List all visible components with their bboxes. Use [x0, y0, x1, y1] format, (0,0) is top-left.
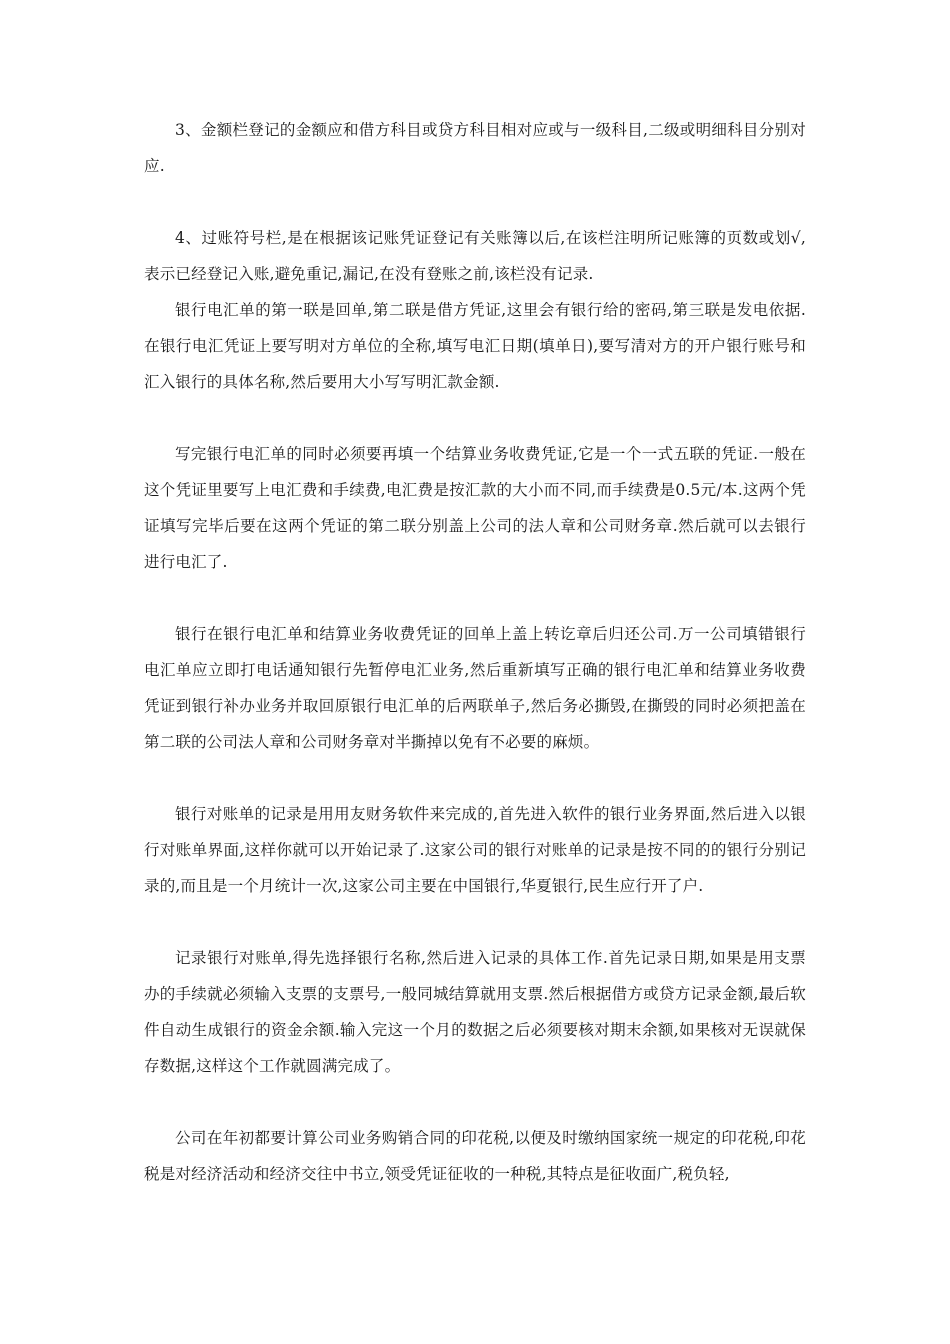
paragraph-amount-column: 3、金额栏登记的金额应和借方科目或贷方科目相对应或与一级科目,二级或明细科目分别对应. — [144, 121, 806, 175]
paragraph-statement-recording: 记录银行对账单,得先选择银行名称,然后进入记录的具体工作.首先记录日期,如果是用支票办的手续就必须输入支票的支票号,一般同城结算就用支票.然后根据借方或贷方记录金额,最后软件自动生成银行的资金余额.输入完这一个月的数据之后必须要核对期末余额,如果核对无误就保存数据,这样这个工作就圆满完成了。 — [144, 949, 806, 1075]
paragraph-fee-voucher: 写完银行电汇单的同时必须要再填一个结算业务收费凭证,它是一个一式五联的凭证.一般在这个凭证里要写上电汇费和手续费,电汇费是按汇款的大小而不同,而手续费是0.5元/本.这两个凭证填写完毕后要在这两个凭证的第二联分别盖上公司的法人章和公司财务章.然后就可以去银行进行电汇了. — [144, 445, 806, 571]
paragraph-gap — [144, 580, 806, 616]
paragraph-posting-mark: 4、过账符号栏,是在根据该记账凭证登记有关账簿以后,在该栏注明所记账簿的页数或划√,表示已经登记入账,避免重记,漏记,在没有登账之前,该栏没有记录. — [144, 229, 806, 283]
paragraph-wire-transfer-form: 银行电汇单的第一联是回单,第二联是借方凭证,这里会有银行给的密码,第三联是发电依据.在银行电汇凭证上要写明对方单位的全称,填写电汇日期(填单日),要写清对方的开户银行账号和汇入银行的具体名称,然后要用大小写写明汇款金额. — [144, 301, 806, 391]
paragraph-stamp-tax: 公司在年初都要计算公司业务购销合同的印花税,以便及时缴纳国家统一规定的印花税,印花税是对经济活动和经济交往中书立,领受凭证征收的一种税,其特点是征收面广,税负轻, — [144, 1129, 806, 1183]
paragraph-gap — [144, 1084, 806, 1120]
paragraph-gap — [144, 760, 806, 796]
paragraph-bank-statement: 银行对账单的记录是用用友财务软件来完成的,首先进入软件的银行业务界面,然后进入以银行对账单界面,这样你就可以开始记录了.这家公司的银行对账单的记录是按不同的的银行分别记录的,而且是一个月统计一次,这家公司主要在中国银行,华夏银行,民生应行开了户. — [144, 805, 806, 895]
paragraph-gap — [144, 184, 806, 220]
document-page — [144, 112, 806, 1192]
paragraph-gap — [144, 400, 806, 436]
paragraph-return-receipt: 银行在银行电汇单和结算业务收费凭证的回单上盖上转讫章后归还公司.万一公司填错银行电汇单应立即打电话通知银行先暂停电汇业务,然后重新填写正确的银行电汇单和结算业务收费凭证到银行补办业务并取回原银行电汇单的后两联单子,然后务必撕毁,在撕毁的同时必须把盖在第二联的公司法人章和公司财务章对半撕掉以免有不必要的麻烦。 — [144, 625, 806, 751]
paragraph-gap — [144, 904, 806, 940]
